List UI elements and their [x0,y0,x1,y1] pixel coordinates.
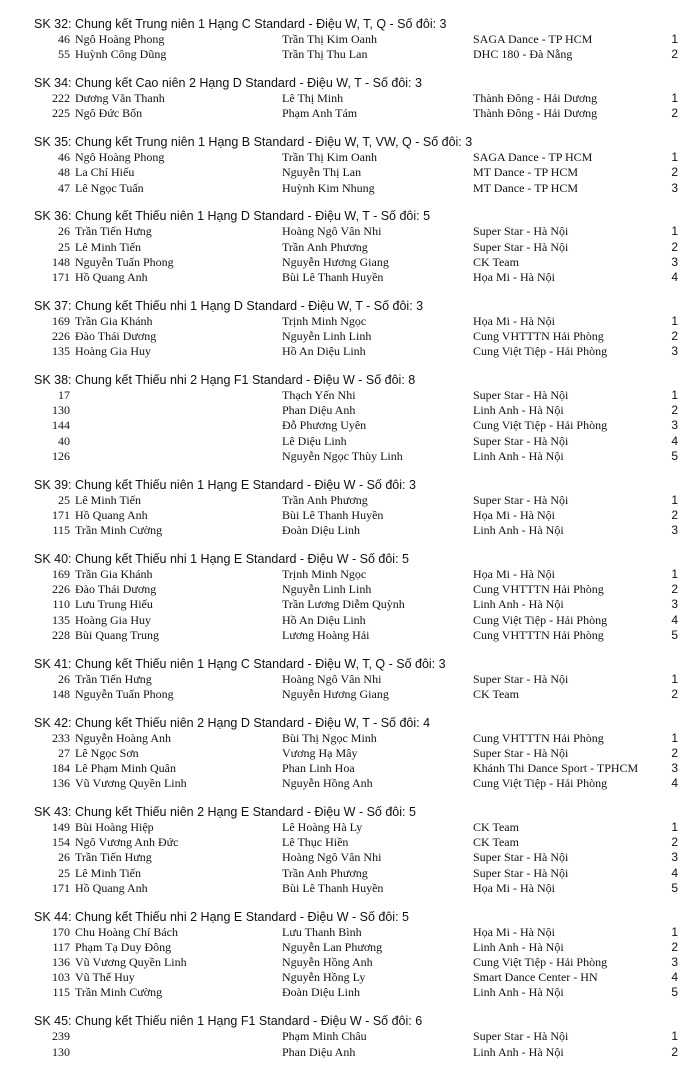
placement: 3 [671,597,678,612]
partner-2-name: Hồ An Diệu Linh [282,612,366,627]
partner-2-name: Phan Diệu Anh [282,403,356,418]
result-row [0,761,700,776]
partner-1-name: Đào Thái Dương [75,329,157,343]
partner-2-name: Nguyễn Hồng Anh [282,955,373,970]
placement: 4 [671,612,678,627]
partner-1-name: Ngô Hoàng Phong [75,150,165,165]
result-row [0,881,700,896]
partner-1-name: Trần Minh Cường [75,523,163,538]
couple-number: 103 [52,970,70,985]
club-name: Super Star - Hà Nội [473,433,569,448]
event-title: SK 45: Chung kết Thiếu niên 1 Hạng F1 Standard - Điệu W - Số đôi: 6 [34,1014,423,1029]
result-row [0,820,700,835]
club-name: Linh Anh - Hà Nội [473,597,564,612]
event-title: SK 42: Chung kết Thiếu niên 2 Hạng D Standard - Điệu W, T - Số đôi: 4 [34,715,431,730]
club-name: MT Dance - TP HCM [473,180,579,195]
placement: 5 [671,985,678,1000]
club-name: Linh Anh - Hà Nội [473,403,564,418]
club-name: Super Star - Hà Nội [473,239,569,254]
partner-1-name: Huỳnh Công Dũng [75,47,167,62]
partner-1-name: Bùi Quang Trung [75,627,160,642]
club-name: CK Team [473,835,519,850]
partner-2-name: Trần Anh Phương [282,492,368,507]
partner-1-name: Lưu Trung Hiếu [75,597,153,612]
placement: 1 [671,924,678,939]
club-name: SAGA Dance - TP HCM [473,32,593,46]
event-section [0,656,700,702]
couple-number: 26 [58,224,70,239]
result-row [0,776,700,791]
event-section [0,804,700,896]
club-name: Linh Anh - Hà Nội [473,985,564,1000]
partner-1-name: Hoàng Gia Huy [75,344,151,359]
partner-2-name: Lưu Thanh Bình [282,924,362,939]
club-name: Linh Anh - Hà Nội [473,523,564,538]
couple-number: 26 [58,671,70,686]
event-title: SK 43: Chung kết Thiếu niên 2 Hạng E Standard - Điệu W - Số đôi: 5 [34,805,416,820]
placement: 2 [671,939,678,954]
result-row [0,165,700,180]
placement: 2 [671,686,678,701]
partner-2-name: Đỗ Phương Uyên [282,418,367,433]
result-row [0,270,700,285]
result-row [0,47,700,62]
result-row [0,523,700,538]
club-name: Cung Việt Tiệp - Hải Phòng [473,955,608,970]
club-name: Smart Dance Center - HN [473,970,598,985]
result-row [0,985,700,1000]
event-section [0,16,700,62]
result-row [0,850,700,865]
placement: 1 [671,224,678,239]
placement: 2 [671,745,678,760]
partner-2-name: Nguyễn Thị Lan [282,165,362,180]
placement: 3 [671,418,678,433]
placement: 2 [671,47,678,62]
club-name: SAGA Dance - TP HCM [473,150,593,165]
partner-2-name: Bùi Lê Thanh Huyền [282,507,384,522]
result-row [0,493,700,508]
partner-2-name: Nguyễn Hồng Anh [282,776,373,791]
couple-number: 130 [52,1044,70,1059]
placement: 1 [671,492,678,507]
result-row [0,866,700,881]
couple-number: 226 [52,329,70,343]
placement: 5 [671,880,678,895]
placement: 4 [671,970,678,985]
partner-1-name: Trần Gia Khánh [75,313,153,328]
event-title: SK 32: Chung kết Trung niên 1 Hạng C Standard - Điệu W, T, Q - Số đôi: 3 [34,17,447,31]
partner-2-name: Bùi Thị Ngọc Minh [282,730,377,745]
event-section [0,372,700,464]
partner-2-name: Nguyễn Linh Linh [282,329,372,343]
placement: 2 [671,507,678,522]
partner-1-name: Hồ Quang Anh [75,880,148,895]
placement: 3 [671,761,678,775]
placement: 4 [671,433,678,448]
couple-number: 228 [52,627,70,642]
event-section [0,1013,700,1059]
placement: 4 [671,776,678,791]
partner-1-name: Dương Văn Thanh [75,91,165,106]
club-name: Cung VHTTTN Hải Phòng [473,730,604,745]
result-row [0,597,700,612]
partner-2-name: Nguyễn Linh Linh [282,582,372,597]
result-row [0,150,700,165]
partner-2-name: Hồ An Diệu Linh [282,344,366,359]
partner-1-name: Bùi Hoàng Hiệp [75,820,154,835]
club-name: Thành Đông - Hải Dương [473,91,598,106]
event-section [0,134,700,196]
result-row [0,255,700,270]
partner-1-name: Đào Thái Dương [75,582,157,597]
partner-1-name: Lê Phạm Minh Quân [75,761,176,775]
event-section [0,75,700,121]
partner-2-name: Phan Diệu Anh [282,1044,356,1059]
placement: 2 [671,106,678,121]
partner-1-name: Trần Tiến Hưng [75,850,152,865]
partner-2-name: Nguyễn Hồng Ly [282,970,366,985]
placement: 2 [671,582,678,597]
partner-2-name: Trần Anh Phương [282,239,368,254]
club-name: CK Team [473,254,519,269]
result-row [0,672,700,687]
placement: 1 [671,566,678,581]
placement: 2 [671,1044,678,1059]
partner-1-name: La Chí Hiếu [75,165,135,180]
partner-2-name: Vương Hạ Mây [282,745,358,760]
placement: 3 [671,955,678,970]
event-title: SK 37: Chung kết Thiếu nhi 1 Hạng D Standard - Điệu W, T - Số đôi: 3 [34,298,424,313]
couple-number: 135 [52,612,70,627]
event-section [0,715,700,792]
partner-1-name: Lê Minh Tiến [75,239,142,254]
results-document [0,16,700,1072]
result-row [0,746,700,761]
partner-2-name: Trần Thị Kim Oanh [282,32,378,46]
couple-number: 169 [52,566,70,581]
club-name: Super Star - Hà Nội [473,492,569,507]
club-name: Cung Việt Tiệp - Hải Phòng [473,612,608,627]
partner-2-name: Phạm Minh Châu [282,1029,367,1044]
event-section [0,298,700,360]
result-row [0,344,700,359]
partner-1-name: Ngô Đức Bốn [75,106,143,121]
club-name: CK Team [473,686,519,701]
event-title: SK 35: Chung kết Trung niên 1 Hạng B Standard - Điệu W, T, VW, Q - Số đôi: 3 [34,135,473,150]
partner-2-name: Lê Hoàng Hà Ly [282,820,363,835]
result-row [0,970,700,985]
event-title: SK 36: Chung kết Thiếu niên 1 Hạng D Standard - Điệu W, T - Số đôi: 5 [34,209,431,224]
partner-2-name: Thạch Yến Nhi [282,388,356,403]
result-row [0,449,700,464]
partner-2-name: Trịnh Minh Ngọc [282,566,367,581]
partner-1-name: Vũ Vương Quyền Linh [75,955,187,970]
partner-2-name: Đoàn Diệu Linh [282,985,360,1000]
placement: 2 [671,165,678,180]
club-name: Linh Anh - Hà Nội [473,1044,564,1059]
club-name: Họa Mi - Hà Nội [473,507,555,522]
partner-1-name: Vũ Thế Huy [75,970,135,985]
event-section [0,208,700,285]
partner-1-name: Hồ Quang Anh [75,507,148,522]
event-section [0,551,700,643]
result-row [0,403,700,418]
couple-number: 171 [52,880,70,895]
placement: 1 [671,32,678,46]
result-row [0,106,700,121]
club-name: MT Dance - TP HCM [473,165,579,180]
club-name: Họa Mi - Hà Nội [473,924,555,939]
result-row [0,224,700,239]
partner-2-name: Hoàng Ngô Vân Nhi [282,850,382,865]
couple-number: 148 [52,254,70,269]
placement: 4 [671,269,678,284]
placement: 3 [671,344,678,359]
couple-number: 184 [52,761,70,775]
placement: 1 [671,150,678,165]
result-row [0,508,700,523]
club-name: Cung VHTTTN Hải Phòng [473,627,604,642]
placement: 2 [671,835,678,850]
partner-1-name: Ngô Vương Anh Đức [75,835,179,850]
partner-1-name: Nguyễn Tuấn Phong [75,686,174,701]
club-name: Cung Việt Tiệp - Hải Phòng [473,418,608,433]
couple-number: 130 [52,403,70,418]
couple-number: 47 [58,180,70,195]
partner-2-name: Đoàn Diệu Linh [282,523,360,538]
couple-number: 117 [52,939,70,954]
partner-1-name: Phạm Tạ Duy Đông [75,939,172,954]
partner-1-name: Hoàng Gia Huy [75,612,151,627]
partner-1-name: Trần Minh Cường [75,985,163,1000]
couple-number: 154 [52,835,70,850]
partner-1-name: Lê Ngọc Sơn [75,745,139,760]
result-row [0,388,700,403]
partner-1-name: Lê Ngọc Tuấn [75,180,144,195]
partner-2-name: Trịnh Minh Ngọc [282,313,367,328]
placement: 3 [671,850,678,865]
partner-2-name: Nguyễn Ngọc Thùy Linh [282,448,403,463]
partner-2-name: Lê Thị Minh [282,91,344,106]
partner-2-name: Trần Anh Phương [282,865,368,880]
club-name: Super Star - Hà Nội [473,388,569,403]
couple-number: 25 [58,239,70,254]
event-title: SK 39: Chung kết Thiếu niên 1 Hạng E Standard - Điệu W - Số đôi: 3 [34,477,416,492]
partner-2-name: Lê Thục Hiền [282,835,349,850]
couple-number: 17 [58,388,70,403]
partner-1-name: Lê Minh Tiến [75,865,142,880]
event-title: SK 40: Chung kết Thiếu nhi 1 Hạng E Standard - Điệu W - Số đôi: 5 [34,551,409,566]
placement: 3 [671,180,678,195]
partner-1-name: Trần Gia Khánh [75,566,153,581]
club-name: Super Star - Hà Nội [473,671,569,686]
partner-1-name: Nguyễn Hoàng Anh [75,730,171,745]
couple-number: 46 [58,32,70,46]
partner-1-name: Trần Tiến Hưng [75,671,152,686]
couple-number: 144 [52,418,70,433]
result-row [0,940,700,955]
partner-2-name: Trần Thị Thu Lan [282,47,368,62]
placement: 1 [671,91,678,106]
placement: 1 [671,313,678,328]
result-row [0,1029,700,1044]
club-name: Họa Mi - Hà Nội [473,269,555,284]
placement: 5 [671,448,678,463]
placement: 2 [671,239,678,254]
result-row [0,925,700,940]
club-name: Họa Mi - Hà Nội [473,880,555,895]
placement: 2 [671,403,678,418]
club-name: Linh Anh - Hà Nội [473,939,564,954]
result-row [0,1045,700,1060]
couple-number: 40 [58,433,70,448]
club-name: CK Team [473,820,519,835]
club-name: Cung VHTTTN Hải Phòng [473,329,604,343]
couple-number: 115 [52,985,70,1000]
result-row [0,731,700,746]
event-title: SK 44: Chung kết Thiếu nhi 2 Hạng E Standard - Điệu W - Số đôi: 5 [34,909,409,924]
club-name: Khánh Thi Dance Sport - TPHCM [473,761,639,775]
placement: 2 [671,329,678,343]
couple-number: 169 [52,313,70,328]
placement: 1 [671,671,678,686]
couple-number: 171 [52,507,70,522]
partner-2-name: Bùi Lê Thanh Huyền [282,269,384,284]
couple-number: 110 [52,597,70,612]
couple-number: 136 [52,955,70,970]
couple-number: 239 [52,1029,70,1044]
couple-number: 126 [52,448,70,463]
result-row [0,628,700,643]
club-name: Super Star - Hà Nội [473,224,569,239]
club-name: Cung Việt Tiệp - Hải Phòng [473,344,608,359]
result-row [0,181,700,196]
couple-number: 48 [58,165,70,180]
partner-2-name: Lê Diệu Linh [282,433,347,448]
partner-1-name: Vũ Vương Quyền Linh [75,776,187,791]
club-name: Super Star - Hà Nội [473,850,569,865]
partner-1-name: Lê Minh Tiến [75,492,142,507]
club-name: Họa Mi - Hà Nội [473,313,555,328]
couple-number: 26 [58,850,70,865]
result-row [0,434,700,449]
placement: 1 [671,388,678,403]
couple-number: 46 [58,150,70,165]
event-title: SK 34: Chung kết Cao niên 2 Hạng D Standard - Điệu W, T - Số đôi: 3 [34,76,422,91]
placement: 3 [671,523,678,538]
partner-2-name: Nguyễn Hương Giang [282,254,389,269]
partner-2-name: Trần Lương Diễm Quỳnh [282,597,405,612]
couple-number: 149 [52,820,70,835]
placement: 1 [671,820,678,835]
partner-1-name: Ngô Hoàng Phong [75,32,165,46]
couple-number: 148 [52,686,70,701]
partner-1-name: Nguyễn Tuấn Phong [75,254,174,269]
result-row [0,835,700,850]
placement: 1 [671,1029,678,1044]
couple-number: 170 [52,924,70,939]
event-title: SK 41: Chung kết Thiếu niên 1 Hạng C Standard - Điệu W, T, Q - Số đôi: 3 [34,656,446,671]
club-name: Cung VHTTTN Hải Phòng [473,582,604,597]
partner-2-name: Phan Linh Hoa [282,761,355,775]
club-name: DHC 180 - Đà Nẵng [473,47,573,62]
result-row [0,240,700,255]
club-name: Họa Mi - Hà Nội [473,566,555,581]
couple-number: 25 [58,865,70,880]
partner-2-name: Nguyễn Hương Giang [282,686,389,701]
club-name: Super Star - Hà Nội [473,865,569,880]
result-row [0,567,700,582]
event-section [0,477,700,539]
result-row [0,582,700,597]
partner-2-name: Lương Hoàng Hải [282,627,370,642]
result-row [0,314,700,329]
event-section [0,909,700,1001]
result-row [0,329,700,344]
couple-number: 222 [52,91,70,106]
couple-number: 115 [52,523,70,538]
partner-2-name: Nguyễn Lan Phương [282,939,383,954]
partner-1-name: Trần Tiến Hưng [75,224,152,239]
partner-2-name: Hoàng Ngô Vân Nhi [282,671,382,686]
placement: 3 [671,254,678,269]
club-name: Super Star - Hà Nội [473,1029,569,1044]
couple-number: 233 [52,730,70,745]
club-name: Super Star - Hà Nội [473,745,569,760]
couple-number: 226 [52,582,70,597]
partner-1-name: Chu Hoàng Chí Bách [75,924,178,939]
partner-1-name: Hồ Quang Anh [75,269,148,284]
result-row [0,687,700,702]
partner-2-name: Phạm Anh Tám [282,106,358,121]
result-row [0,91,700,106]
couple-number: 225 [52,106,70,121]
placement: 4 [671,865,678,880]
club-name: Cung Việt Tiệp - Hải Phòng [473,776,608,791]
partner-2-name: Bùi Lê Thanh Huyền [282,880,384,895]
club-name: Thành Đông - Hải Dương [473,106,598,121]
couple-number: 136 [52,776,70,791]
placement: 5 [671,627,678,642]
partner-2-name: Hoàng Ngô Vân Nhi [282,224,382,239]
result-row [0,418,700,433]
result-row [0,955,700,970]
couple-number: 55 [58,47,70,62]
couple-number: 135 [52,344,70,359]
result-row [0,613,700,628]
partner-2-name: Trần Thị Kim Oanh [282,150,378,165]
placement: 1 [671,730,678,745]
club-name: Linh Anh - Hà Nội [473,448,564,463]
couple-number: 27 [58,745,70,760]
partner-2-name: Huỳnh Kim Nhung [282,180,375,195]
result-row [0,32,700,47]
couple-number: 25 [58,492,70,507]
couple-number: 171 [52,269,70,284]
event-title: SK 38: Chung kết Thiếu nhi 2 Hạng F1 Standard - Điệu W - Số đôi: 8 [34,373,416,388]
